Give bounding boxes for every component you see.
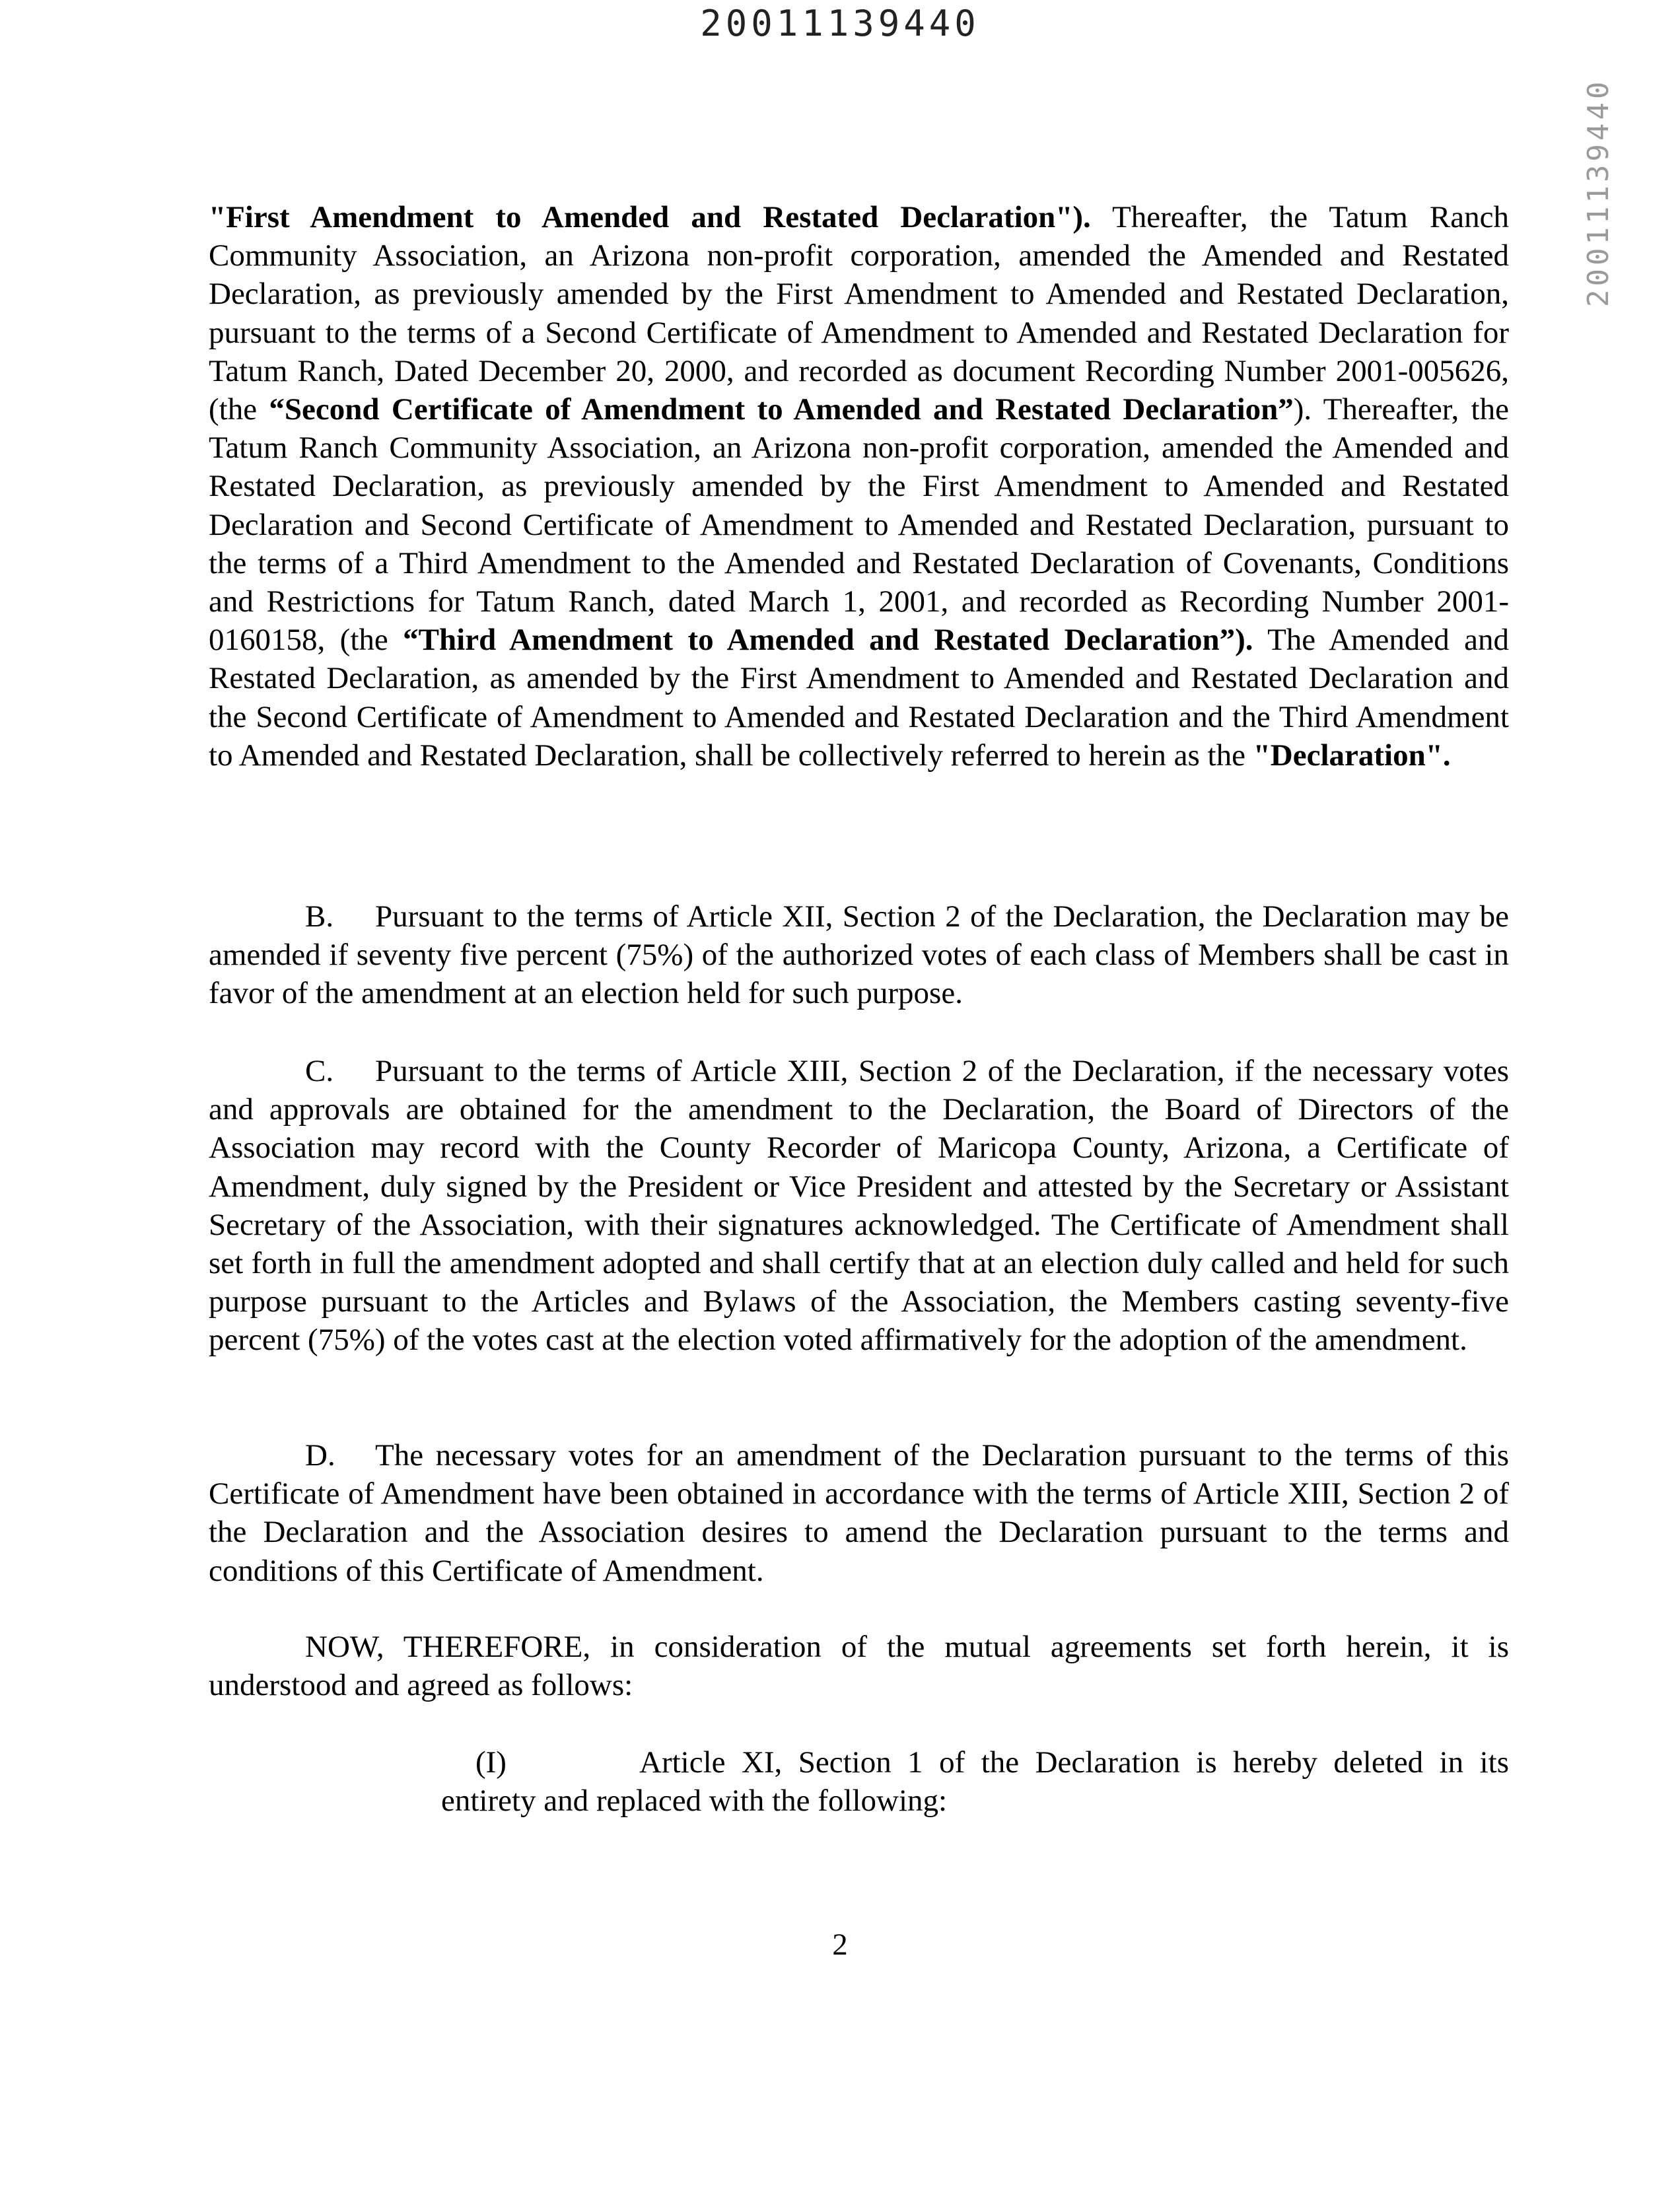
paragraph-b-label: B. (305, 899, 334, 934)
paragraph-d (209, 1436, 1509, 1590)
paragraph-b (209, 897, 1509, 1013)
paragraph-b-text: Pursuant to the terms of Article XII, Section 2 of the Declaration, the Declaration may be amended if seventy five percent (75%) of the authorized votes of each class of Members shall be cast in favor of the amendment at an election held for such purpose. (209, 899, 1509, 1011)
item-i (441, 1743, 1509, 1820)
paragraph-a-bold-4: "Declaration". (1253, 738, 1451, 773)
paragraph-d-text: The necessary votes for an amendment of the Declaration pursuant to the terms of this Certificate of Amendment have been obtained in accordance with the terms of Article XIII, Section 2 of the Declaration and the Association desires to amend the Declaration pursuant to the terms and conditions of this Certificate of Amendment. (209, 1438, 1509, 1588)
paragraph-a (209, 198, 1509, 775)
paragraph-c-text: Pursuant to the terms of Article XIII, Section 2 of the Declaration, if the necessary votes and approvals are obtained for the amendment to the Declaration, the Board of Directors of the Association may record with the County Recorder of Maricopa County, Arizona, a Certificate of Amendment, duly signed by the President or Vice President and attested by the Secretary or Assistant Secretary of the Association, with their signatures acknowledged. The Certificate of Amendment shall set forth in full the amendment adopted and shall certify that at an election duly called and held for such purpose pursuant to the Articles and Bylaws of the Association, the Members casting seventy-five percent (75%) of the votes cast at the election voted affirmatively for the adoption of the amendment. (209, 1054, 1509, 1358)
item-i-text: Article XI, Section 1 of the Declaration is hereby deleted in its entirety and replaced with the following: (441, 1745, 1509, 1819)
paragraph-a-text-1: Thereafter, the Tatum Ranch Community Association, an Arizona non-profit corporation, amended the Amended and Restated Declaration, as previously amended by the First Amendment to Amended and Restated Declaration, pursuant to the terms of a Second Certificate of Amendment to Amended and Restated Declaration for Tatum Ranch, Dated December 20, 2000, and recorded as document Recording Number 2001-005626, (the (209, 200, 1510, 427)
paragraph-a-text-2: ). Thereafter, the Tatum Ranch Community Association, an Arizona non-profit corporation, amended the Amended and Restated Declaration, as previously amended by the First Amendment to Amended and Restated Declaration and Second Certificate of Amendment to Amended and Restated Declaration, pursuant to the terms of a Third Amendment to the Amended and Restated Declaration of Covenants, Conditions and Restrictions for Tatum Ranch, dated March 1, 2001, and recorded as Recording Number 2001-0160158, (the (209, 392, 1509, 658)
paragraph-d-label: D. (305, 1438, 335, 1473)
paragraph-a-bold-2: “Second Certificate of Amendment to Amended and Restated Declaration” (269, 392, 1294, 427)
side-recording-stamp: 20011139440 (1582, 78, 1615, 307)
paragraph-a-bold-1: "First Amendment to Amended and Restated Declaration"). (209, 200, 1091, 234)
paragraph-a-bold-3: “Third Amendment to Amended and Restated Declaration”). (403, 623, 1253, 658)
paragraph-c-label: C. (305, 1054, 334, 1088)
recording-number-header: 20011139440 (700, 3, 980, 44)
page-number: 2 (832, 1927, 848, 1962)
now-therefore-text: NOW, THEREFORE, in consideration of the mutual agreements set forth herein, it is understood and agreed as follows: (209, 1630, 1509, 1703)
now-therefore-paragraph (209, 1628, 1509, 1704)
paragraph-a-text-3: The Amended and Restated Declaration, as amended by the First Amendment to Amended and Restated Declaration and the Second Certificate of Amendment to Amended and Restated Declaration and the Third Amendment to Amended and Restated Declaration, shall be collectively referred to herein as the (209, 623, 1509, 773)
item-i-label: (I) (475, 1745, 507, 1780)
paragraph-c (209, 1052, 1509, 1360)
